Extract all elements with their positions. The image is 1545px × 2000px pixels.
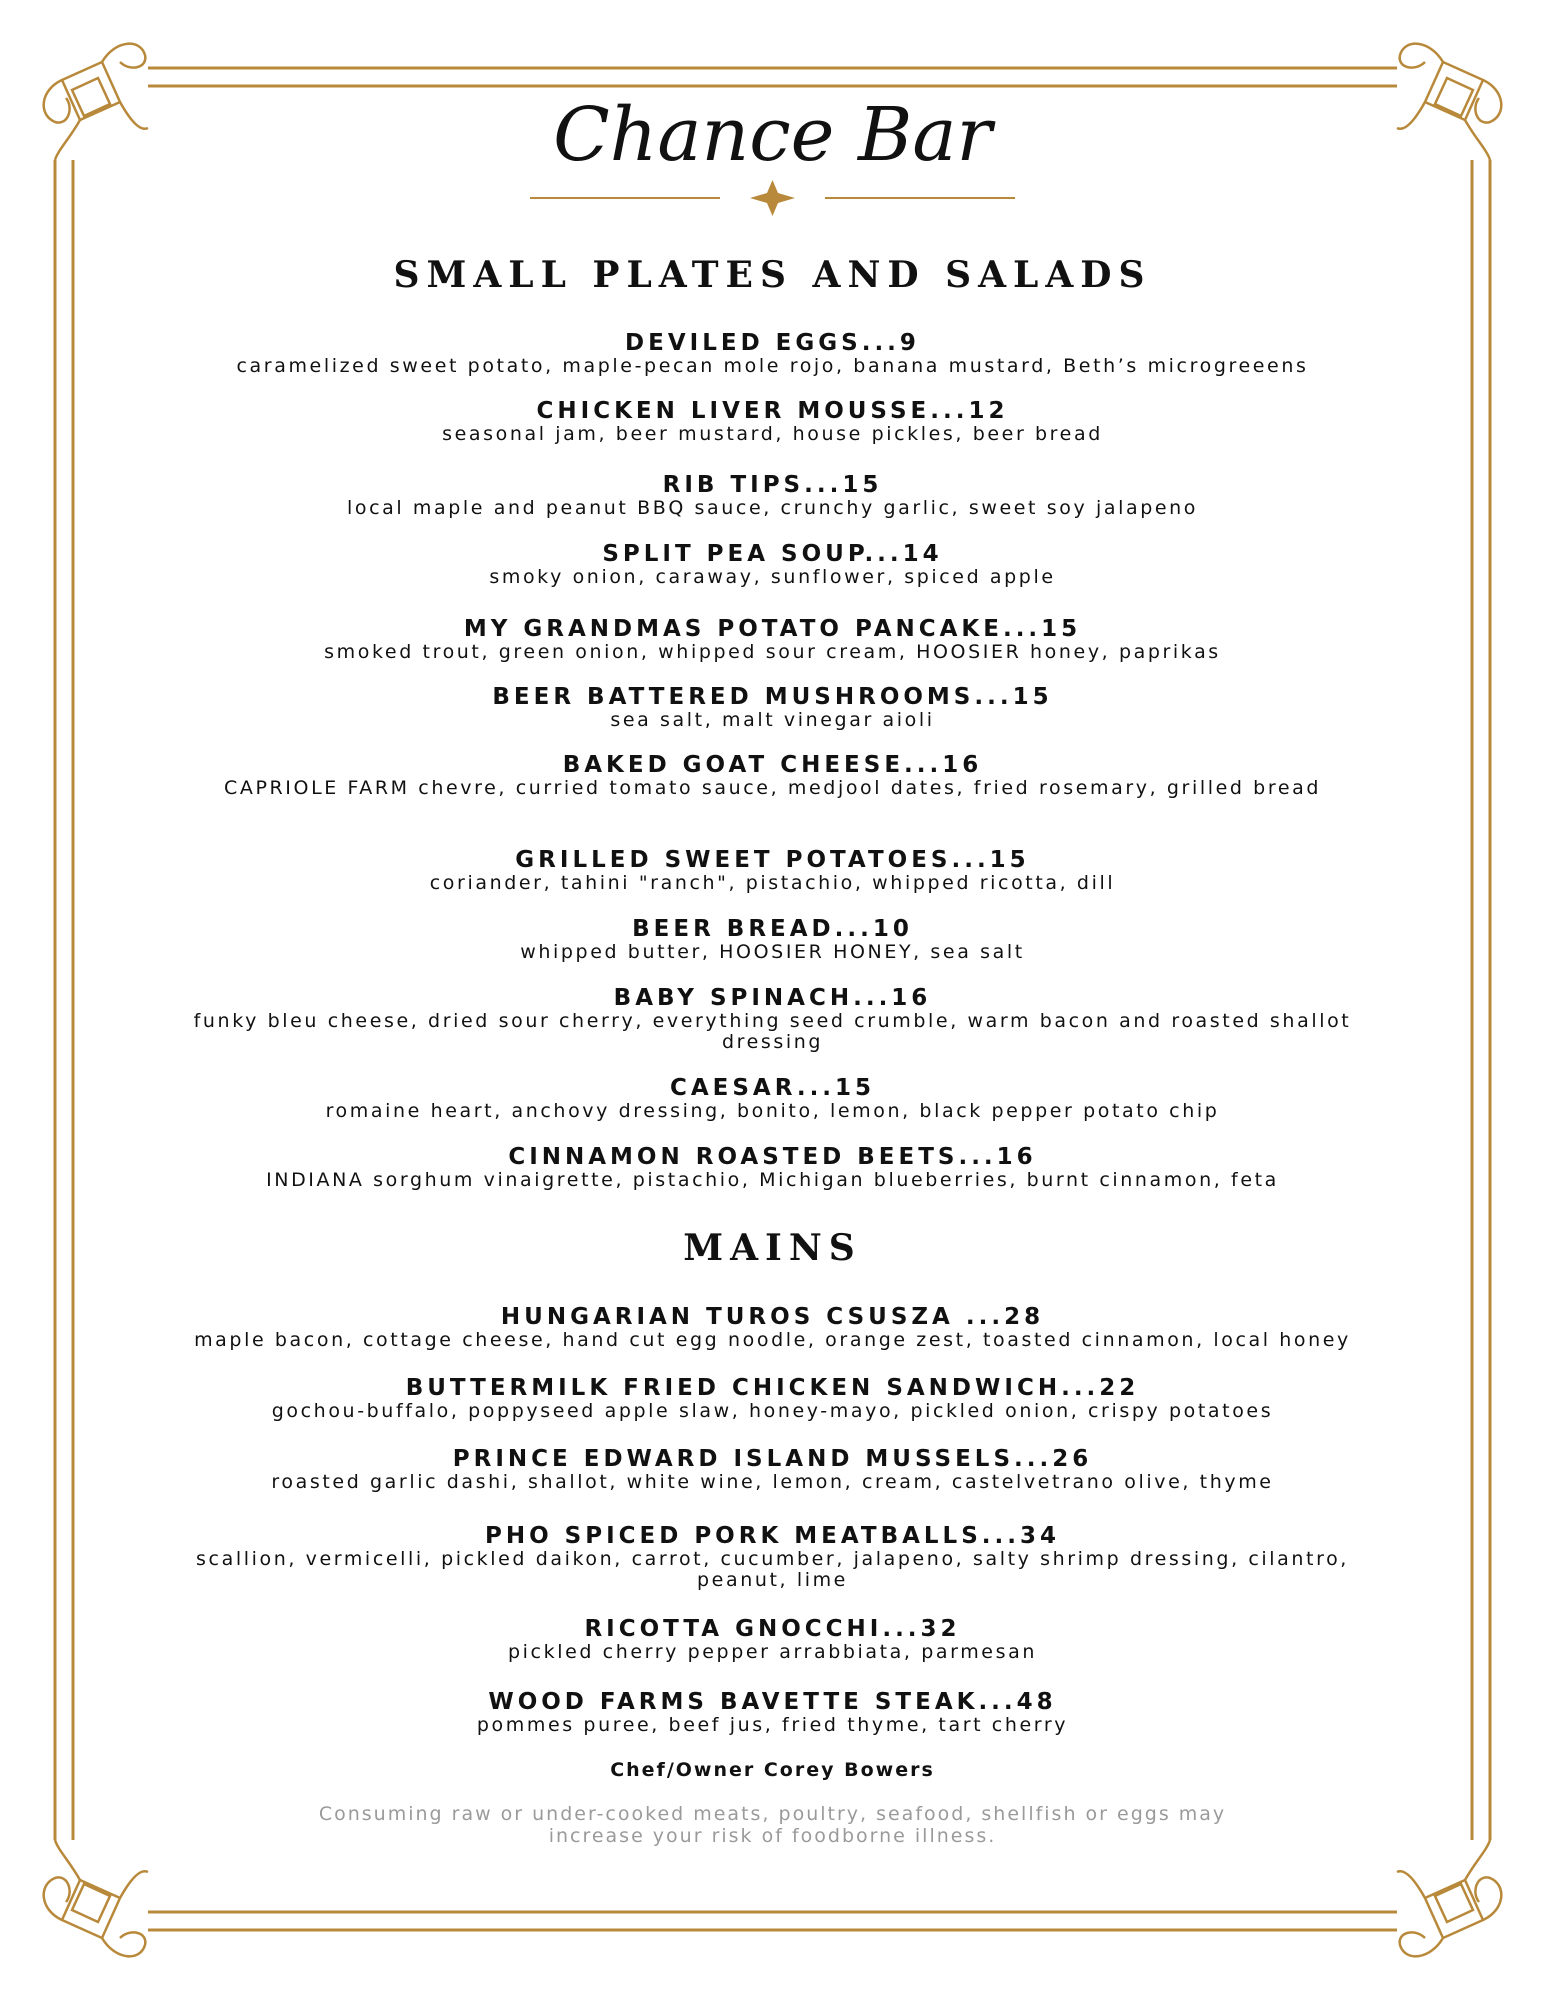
item-name: GRILLED SWEET POTATOES...15 (515, 847, 1030, 873)
menu-item (160, 1689, 1385, 1736)
menu-item (160, 472, 1385, 519)
item-name: BUTTERMILK FRIED CHICKEN SANDWICH...22 (405, 1375, 1140, 1401)
item-name: BAKED GOAT CHEESE...16 (562, 752, 983, 778)
menu-item (160, 398, 1385, 445)
menu-item (160, 847, 1385, 894)
item-description: seasonal jam, beer mustard, house pickles, beer bread (442, 423, 1103, 445)
menu-item (160, 1144, 1385, 1191)
item-description: caramelized sweet potato, maple-pecan mole rojo, banana mustard, Beth’s microgreeens (236, 355, 1309, 377)
item-description: pommes puree, beef jus, fried thyme, tart cherry (476, 1714, 1069, 1736)
menu-item (160, 684, 1385, 731)
menu-item (160, 616, 1385, 663)
title-divider (100, 180, 1445, 216)
menu-item (160, 1304, 1385, 1351)
item-name: PRINCE EDWARD ISLAND MUSSELS...26 (452, 1446, 1093, 1472)
item-description: CAPRIOLE FARM chevre, curried tomato sauce, medjool dates, fried rosemary, grilled bread (223, 777, 1322, 799)
item-description: INDIANA sorghum vinaigrette, pistachio, Michigan blueberries, burnt cinnamon, feta (266, 1169, 1279, 1191)
item-description: coriander, tahini "ranch", pistachio, whipped ricotta, dill (429, 872, 1116, 894)
menu-item (160, 1523, 1385, 1591)
star-ornament-icon (750, 180, 795, 216)
item-name: RICOTTA GNOCCHI...32 (584, 1616, 961, 1642)
item-name: HUNGARIAN TUROS CSUSZA ...28 (500, 1304, 1045, 1330)
item-description: smoky onion, caraway, sunflower, spiced apple (489, 566, 1056, 588)
item-name: RIB TIPS...15 (662, 472, 883, 498)
item-description: roasted garlic dashi, shallot, white wine, lemon, cream, castelvetrano olive, thyme (271, 1471, 1274, 1493)
corner-ornament-bottom-left (44, 1840, 148, 1956)
item-name: WOOD FARMS BAVETTE STEAK...48 (488, 1689, 1057, 1715)
item-name: SPLIT PEA SOUP...14 (602, 541, 943, 567)
section-title-small-plates: SMALL PLATES AND SALADS (393, 254, 1152, 296)
menu-item (160, 1075, 1385, 1122)
item-description: scallion, vermicelli, pickled daikon, carrot, cucumber, jalapeno, salty shrimp dressing, cilantro, peanut, lime (196, 1548, 1349, 1591)
item-name: CHICKEN LIVER MOUSSE...12 (536, 398, 1009, 424)
corner-ornament-bottom-right (1397, 1840, 1501, 1956)
menu-item (160, 916, 1385, 963)
item-name: MY GRANDMAS POTATO PANCAKE...15 (463, 616, 1082, 642)
menu-item (160, 1616, 1385, 1663)
section-title-mains: MAINS (683, 1227, 862, 1269)
item-description: smoked trout, green onion, whipped sour cream, HOOSIER honey, paprikas (324, 641, 1221, 663)
chef-credit: Chef/Owner Corey Bowers (610, 1759, 935, 1781)
item-name: PHO SPICED PORK MEATBALLS...34 (484, 1523, 1060, 1549)
menu-item (160, 541, 1385, 588)
item-description: whipped butter, HOOSIER HONEY, sea salt (520, 941, 1025, 963)
menu-item (160, 985, 1385, 1053)
food-safety-disclaimer: Consuming raw or under-cooked meats, poultry, seafood, shellfish or eggs may increase your risk of foodborne illness. (318, 1803, 1227, 1847)
restaurant-title: Chance Bar (553, 92, 992, 178)
item-name: BABY SPINACH...16 (613, 985, 932, 1011)
item-name: CINNAMON ROASTED BEETS...16 (508, 1144, 1037, 1170)
menu-item (160, 1375, 1385, 1422)
menu-item (160, 752, 1385, 799)
menu-item (160, 1446, 1385, 1493)
item-name: BEER BATTERED MUSHROOMS...15 (492, 684, 1053, 710)
item-description: pickled cherry pepper arrabbiata, parmesan (508, 1641, 1037, 1663)
item-name: DEVILED EGGS...9 (625, 330, 920, 356)
item-description: gochou-buffalo, poppyseed apple slaw, honey-mayo, pickled onion, crispy potatoes (271, 1400, 1274, 1422)
item-description: local maple and peanut BBQ sauce, crunchy garlic, sweet soy jalapeno (346, 497, 1199, 519)
item-description: funky bleu cheese, dried sour cherry, everything seed crumble, warm bacon and roasted shallot dressing (193, 1010, 1352, 1053)
item-name: CAESAR...15 (669, 1075, 876, 1101)
item-name: BEER BREAD...10 (632, 916, 913, 942)
item-description: maple bacon, cottage cheese, hand cut egg noodle, orange zest, toasted cinnamon, local honey (194, 1329, 1351, 1351)
item-description: sea salt, malt vinegar aioli (610, 709, 935, 731)
menu-item (160, 330, 1385, 377)
item-description: romaine heart, anchovy dressing, bonito, lemon, black pepper potato chip (325, 1100, 1220, 1122)
